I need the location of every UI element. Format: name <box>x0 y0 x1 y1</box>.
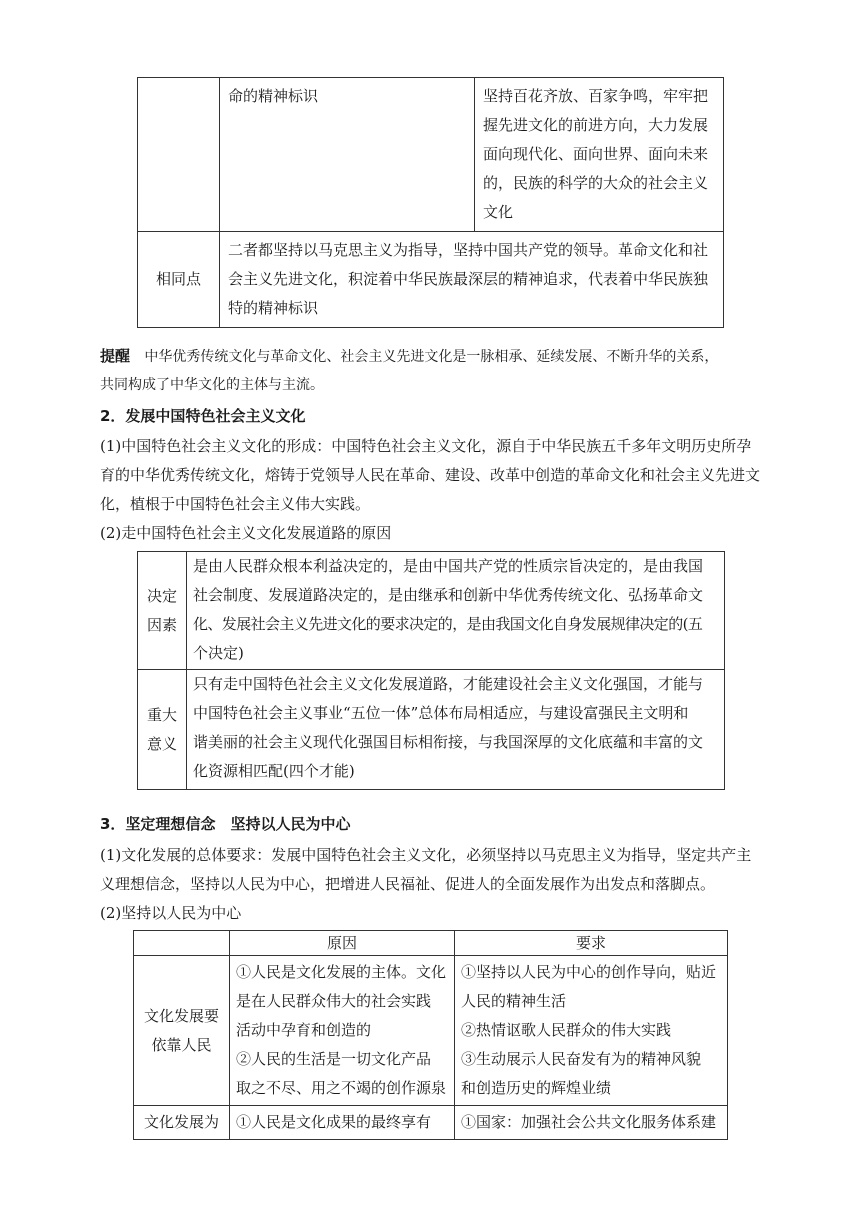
cell-text: 重大 <box>146 705 177 724</box>
paragraph-line: 化，植根于中国特色社会主义伟大实践。 <box>100 495 371 513</box>
cell-text: ②人民的生活是一切文化产品 <box>236 1050 432 1068</box>
tip-label: 提醒 <box>100 347 131 365</box>
row-label <box>138 552 187 670</box>
cell-text: 人民的精神生活 <box>461 992 567 1010</box>
cell-text: 谐美丽的社会主义现代化强国目标相衔接，与我国深厚的文化底蕴和丰富的文 <box>193 733 704 751</box>
paragraph-line: (2)坚持以人民为中心 <box>100 904 242 922</box>
table-row <box>138 670 725 790</box>
people-centered-table <box>133 930 728 1140</box>
cell-text: 二者都坚持以马克思主义为指导，坚持中国共产党的领导。革命文化和社 <box>228 241 709 259</box>
section-heading: 2．发展中国特色社会主义文化 <box>100 407 306 425</box>
cell-text: 坚持百花齐放、百家争鸣，牢牢把 <box>483 87 709 105</box>
cell-text: ①人民是文化成果的最终享有 <box>236 1113 432 1131</box>
paragraph-line: 育的中华优秀传统文化，熔铸于党领导人民在革命、建设、改革中创造的革命文化和社会主义先进文 <box>100 466 761 484</box>
column-header: 原因 <box>230 931 455 956</box>
table-cell <box>138 78 220 232</box>
table-cell <box>187 670 725 790</box>
table-row <box>134 1106 728 1140</box>
cell-text: 和创造历史的辉煌业绩 <box>461 1079 612 1097</box>
table-row <box>138 552 725 670</box>
cell-text: 化、发展社会主义先进文化的要求决定的，是由我国文化自身发展规律决定的(五 <box>193 615 703 633</box>
cell-text: 是在人民群众伟大的社会实践 <box>236 992 432 1010</box>
row-label <box>134 956 230 1106</box>
cell-text: ①坚持以人民为中心的创作导向，贴近 <box>461 963 717 981</box>
cell-text: 文化 <box>483 203 514 221</box>
table-cell: 命的精神标识 <box>220 78 475 232</box>
cell-text: 只有走中国特色社会主义文化发展道路，才能建设社会主义文化强国，才能与 <box>193 675 704 693</box>
paragraph-line: (1)中国特色社会主义文化的形成：中国特色社会主义文化，源自于中华民族五千多年文明历史所孕 <box>100 437 752 455</box>
table-cell <box>220 232 724 328</box>
cell-text: 是由人民群众根本利益决定的，是由中国共产党的性质宗旨决定的，是由我国 <box>193 557 704 575</box>
table-row <box>138 78 724 232</box>
row-label: 相同点 <box>138 232 220 328</box>
cell-text: 意义 <box>146 734 177 753</box>
cell-text: 活动中孕育和创造的 <box>236 1021 372 1039</box>
cell-text: 中国特色社会主义事业“五位一体”总体布局相适应，与建设富强民主文明和 <box>193 704 689 722</box>
cell-text: 个决定) <box>193 644 244 662</box>
table-header-row <box>134 931 728 956</box>
row-label <box>134 1106 230 1140</box>
cell-text: 握先进文化的前进方向，大力发展 <box>483 116 709 134</box>
table-cell <box>230 1106 455 1140</box>
table-cell <box>455 956 728 1106</box>
paragraph-line: (2)走中国特色社会主义文化发展道路的原因 <box>100 524 392 542</box>
table-cell <box>230 956 455 1106</box>
tip-paragraph <box>100 342 760 372</box>
cell-text: ③生动展示人民奋发有为的精神风貌 <box>461 1050 702 1068</box>
comparison-table <box>137 77 724 328</box>
table-cell <box>187 552 725 670</box>
cell-text: 取之不尽、用之不竭的创作源泉 <box>236 1079 447 1097</box>
cell-text: 文化发展要 <box>143 1006 219 1025</box>
table-cell <box>455 1106 728 1140</box>
cell-text: 因素 <box>146 615 177 634</box>
table-row <box>138 232 724 328</box>
cell-text: 文化发展为 <box>143 1113 219 1131</box>
reasons-table <box>137 551 725 790</box>
paragraph-line: 义理想信念，坚持以人民为中心，把增进人民福祉、促进人的全面发展作为出发点和落脚点。 <box>100 875 716 893</box>
column-header: 要求 <box>455 931 728 956</box>
cell-text: ②热情讴歌人民群众的伟大实践 <box>461 1021 672 1039</box>
cell-text: 的，民族的科学的大众的社会主义 <box>483 174 709 192</box>
table-row <box>134 956 728 1106</box>
tip-text: 中华优秀传统文化与革命文化、社会主义先进文化是一脉相承、延续发展、不断升华的关系， <box>144 349 719 365</box>
cell-text: 特的精神标识 <box>228 299 319 317</box>
column-header <box>134 931 230 956</box>
cell-text: 依靠人民 <box>151 1035 212 1054</box>
cell-text: 面向现代化、面向世界、面向未来 <box>483 145 709 163</box>
cell-text: ①国家：加强社会公共文化服务体系建 <box>461 1113 717 1131</box>
row-label <box>138 670 187 790</box>
cell-text: 决定 <box>146 586 177 605</box>
section-heading: 3．坚定理想信念 坚持以人民为中心 <box>100 815 351 833</box>
paragraph-line: (1)文化发展的总体要求：发展中国特色社会主义文化，必须坚持以马克思主义为指导，坚定共产主 <box>100 846 752 864</box>
tip-text-continued: 共同构成了中华文化的主体与主流。 <box>100 377 324 393</box>
table-cell <box>475 78 724 232</box>
cell-text: 社会制度、发展道路决定的，是由继承和创新中华优秀传统文化、弘扬革命文 <box>193 586 704 604</box>
cell-text: 化资源相匹配(四个才能) <box>193 762 355 780</box>
cell-text: 会主义先进文化，积淀着中华民族最深层的精神追求，代表着中华民族独 <box>228 270 709 288</box>
cell-text: ①人民是文化发展的主体。文化 <box>236 963 447 981</box>
